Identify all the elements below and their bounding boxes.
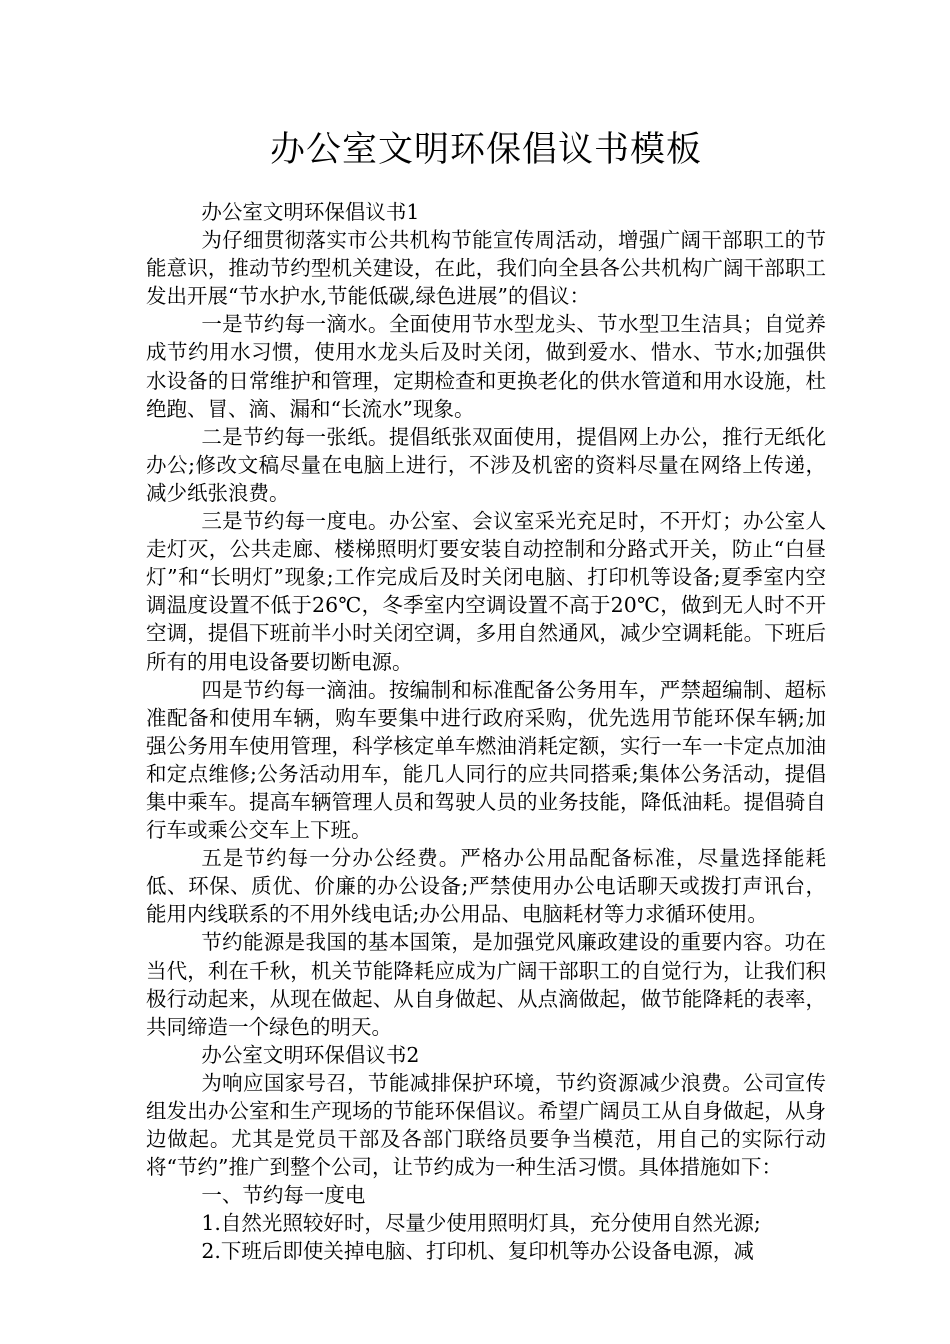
paragraph-save-electricity: 三是节约每一度电。办公室、会议室采光充足时，不开灯；办公室人走灯灭，公共走廊、楼梯照明灯要安装自动控制和分路式开关，防止“白昼灯”和“长明灯”现象;工作完成后及时关闭电脑、打印机等设备;夏季室内空调温度设置不低于26℃，冬季室内空调设置不高于20℃，做到无人时不开空调，提倡下班前半小时关闭空调，多用自然通风，减少空调耗能。下班后所有的用电设备要切断电源。 xyxy=(146,509,826,674)
paragraph-save-oil: 四是节约每一滴油。按编制和标准配备公务用车，严禁超编制、超标准配备和使用车辆，购车要集中进行政府采购，优先选用节能环保车辆;加强公务用车使用管理，科学核定单车燃油消耗定额，实行一车一卡定点加油和定点维修;公务活动用车，能几人同行的应共同搭乘;集体公务活动，提倡集中乘车。提高车辆管理人员和驾驶人员的业务技能，降低油耗。提倡骑自行车或乘公交车上下班。 xyxy=(146,677,826,843)
closing-paragraph: 节约能源是我国的基本国策，是加强党风廉政建设的重要内容。功在当代，利在千秋，机关节能降耗应成为广阔干部职工的自觉行为，让我们积极行动起来，从现在做起、从自身做起、从点滴做起，做节能降耗的表率，共同缔造一个绿色的明天。 xyxy=(146,930,826,1039)
document-body xyxy=(146,198,826,1266)
paragraph-save-paper: 二是节约每一张纸。提倡纸张双面使用，提倡网上办公，推行无纸化办公;修改文稿尽量在电脑上进行，不涉及机密的资料尽量在网络上传递，减少纸张浪费。 xyxy=(146,424,826,505)
list-item-2: 2.下班后即使关掉电脑、打印机、复印机等办公设备电源，减 xyxy=(201,1239,754,1264)
paragraph-save-water: 一是节约每一滴水。全面使用节水型龙头、节水型卫生洁具；自觉养成节约用水习惯，使用水龙头后及时关闭，做到爱水、惜水、节水;加强供水设备的日常维护和管理，定期检查和更换老化的供水管道和用水设施，杜绝跑、冒、滴、漏和“长流水”现象。 xyxy=(146,312,826,421)
intro-paragraph: 为仔细贯彻落实市公共机构节能宣传周活动，增强广阔干部职工的节能意识，推动节约型机关建设，在此，我们向全县各公共机构广阔干部职工发出开展“节水护水,节能低碳,绿色进展”的倡议： xyxy=(146,228,826,309)
document-title: 办公室文明环保倡议书模板 xyxy=(269,130,702,170)
list-item-1: 1.自然光照较好时，尽量少使用照明灯具，充分使用自然光源; xyxy=(201,1211,761,1236)
section-heading-2: 办公室文明环保倡议书2 xyxy=(201,1042,420,1067)
subheading-save-electricity: 一、节约每一度电 xyxy=(201,1183,366,1208)
section-heading-1: 办公室文明环保倡议书1 xyxy=(201,200,420,224)
intro-paragraph-2: 为响应国家号召，节能减排保护环境，节约资源减少浪费。公司宣传组发出办公室和生产现场的节能环保倡议。希望广阔员工从自身做起，从身边做起。尤其是党员干部及各部门联络员要争当模范，用自己的实际行动将“节约”推广到整个公司，让节约成为一种生活习惯。具体措施如下： xyxy=(146,1070,826,1180)
paragraph-save-office-funds: 五是节约每一分办公经费。严格办公用品配备标准，尽量选择能耗低、环保、质优、价廉的办公设备;严禁使用办公电话聊天或拨打声讯台，能用内线联系的不用外线电话;办公用品、电脑耗材等力求循环使用。 xyxy=(146,846,826,927)
